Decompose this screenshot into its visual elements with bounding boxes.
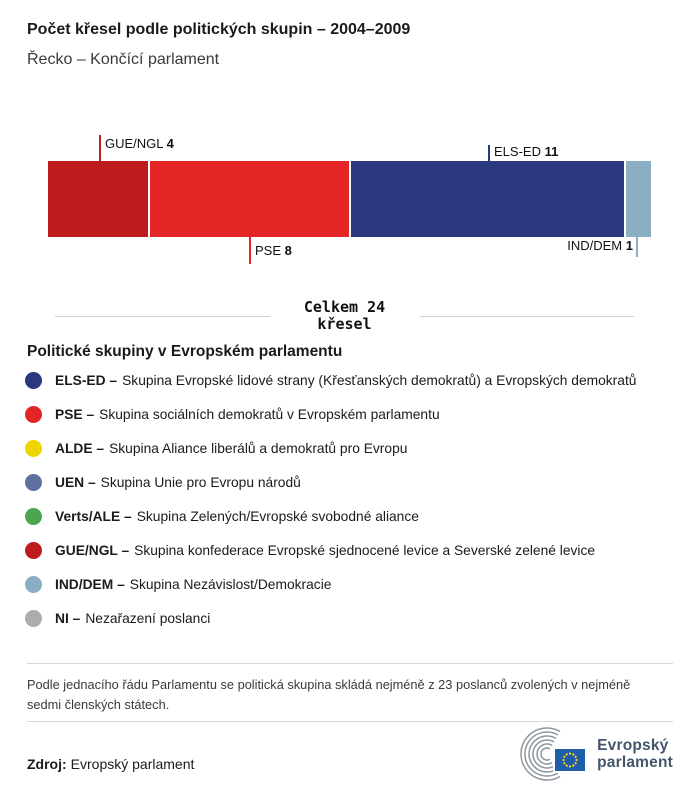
callout-tick-els-ed (488, 145, 490, 161)
ep-hemicycle-icon (516, 726, 588, 782)
bar-segment-gue-ngl[interactable] (48, 161, 148, 237)
callout-value: 11 (544, 144, 559, 159)
stacked-seat-bar (48, 161, 651, 237)
legend-item-alde (25, 431, 700, 465)
legend-item-text: GUE/NGL – Skupina konfederace Evropské sjednocené levice a Severské zelené levice (55, 542, 596, 558)
source-line (27, 756, 194, 772)
legend-dot-els-ed (25, 372, 42, 389)
legend-item-uen (25, 465, 700, 499)
logo-wordmark (597, 737, 673, 771)
legend-dot-ind-dem (25, 576, 42, 593)
header (0, 0, 700, 70)
total-seats-row (55, 299, 634, 333)
bar-segment-ind-dem[interactable] (626, 161, 651, 237)
bar-segment-pse[interactable] (150, 161, 349, 237)
bar-segment-els-ed[interactable] (351, 161, 625, 237)
page-subtitle: Řecko – Končící parlament (27, 51, 220, 68)
legend-heading: Politické skupiny v Evropském parlamentu (27, 343, 343, 360)
callout-name: ELS-ED (494, 144, 541, 159)
legend-dot-alde (25, 440, 42, 457)
total-left-rule (55, 316, 270, 317)
legend-item-gue-ngl (25, 533, 700, 567)
footnote: Podle jednacího řádu Parlamentu se politická skupina skládá nejméně z 23 poslanců zvolených v nejméně sedmi členských státech. (27, 677, 631, 712)
legend-dot-uen (25, 474, 42, 491)
callout-name: IND/DEM (567, 238, 623, 253)
legend-item-text: ELS-ED – Skupina Evropské lidové strany (Křesťanských demokratů) a Evropských demokratů (55, 372, 637, 388)
callout-value: 1 (625, 238, 633, 253)
divider-bottom (27, 721, 673, 722)
source-label: Zdroj: (27, 756, 67, 772)
legend-dot-pse (25, 406, 42, 423)
footer (27, 726, 673, 782)
total-line-1: Celkem 24 (303, 298, 386, 316)
callout-name: GUE/NGL (105, 136, 164, 151)
callout-pse (255, 243, 292, 258)
legend-item-text: Verts/ALE – Skupina Zelených/Evropské svobodné aliance (55, 508, 419, 524)
callout-tick-gue-ngl (99, 135, 101, 161)
total-right-rule (420, 316, 635, 317)
legend-item-ind-dem (25, 567, 700, 601)
total-seats-label (270, 299, 420, 333)
source-text: Evropský parlament (70, 756, 195, 772)
legend-item-text: UEN – Skupina Unie pro Evropu národů (55, 474, 301, 490)
legend-dot-gue-ngl (25, 542, 42, 559)
callout-els-ed (494, 144, 558, 159)
eu-flag-icon (555, 749, 585, 771)
callout-value: 8 (284, 243, 292, 258)
logo-line-2: parlament (597, 754, 673, 771)
european-parliament-logo (516, 726, 673, 782)
callout-tick-ind-dem (636, 237, 638, 257)
legend-item-text: PSE – Skupina sociálních demokratů v Evropském parlamentu (55, 406, 440, 422)
legend-item-pse (25, 397, 700, 431)
seat-distribution-chart (0, 128, 700, 268)
total-line-2: křesel (317, 315, 372, 333)
legend (0, 363, 700, 635)
logo-line-1: Evropský (597, 737, 669, 754)
legend-item-text: NI – Nezařazení poslanci (55, 610, 211, 626)
callout-name: PSE (255, 243, 282, 258)
page-title: Počet křesel podle politických skupin – 2004–2009 (27, 21, 411, 38)
legend-dot-ni (25, 610, 42, 627)
legend-item-ni (25, 601, 700, 635)
callout-tick-pse (249, 237, 251, 264)
divider-top (27, 663, 673, 664)
callout-value: 4 (166, 136, 174, 151)
legend-item-els-ed (25, 363, 700, 397)
callout-gue-ngl (105, 136, 174, 151)
legend-item-text: ALDE – Skupina Aliance liberálů a demokratů pro Evropu (55, 440, 408, 456)
legend-item-verts-ale (25, 499, 700, 533)
legend-dot-verts-ale (25, 508, 42, 525)
legend-item-text: IND/DEM – Skupina Nezávislost/Demokracie (55, 576, 332, 592)
callout-ind-dem (567, 238, 633, 253)
